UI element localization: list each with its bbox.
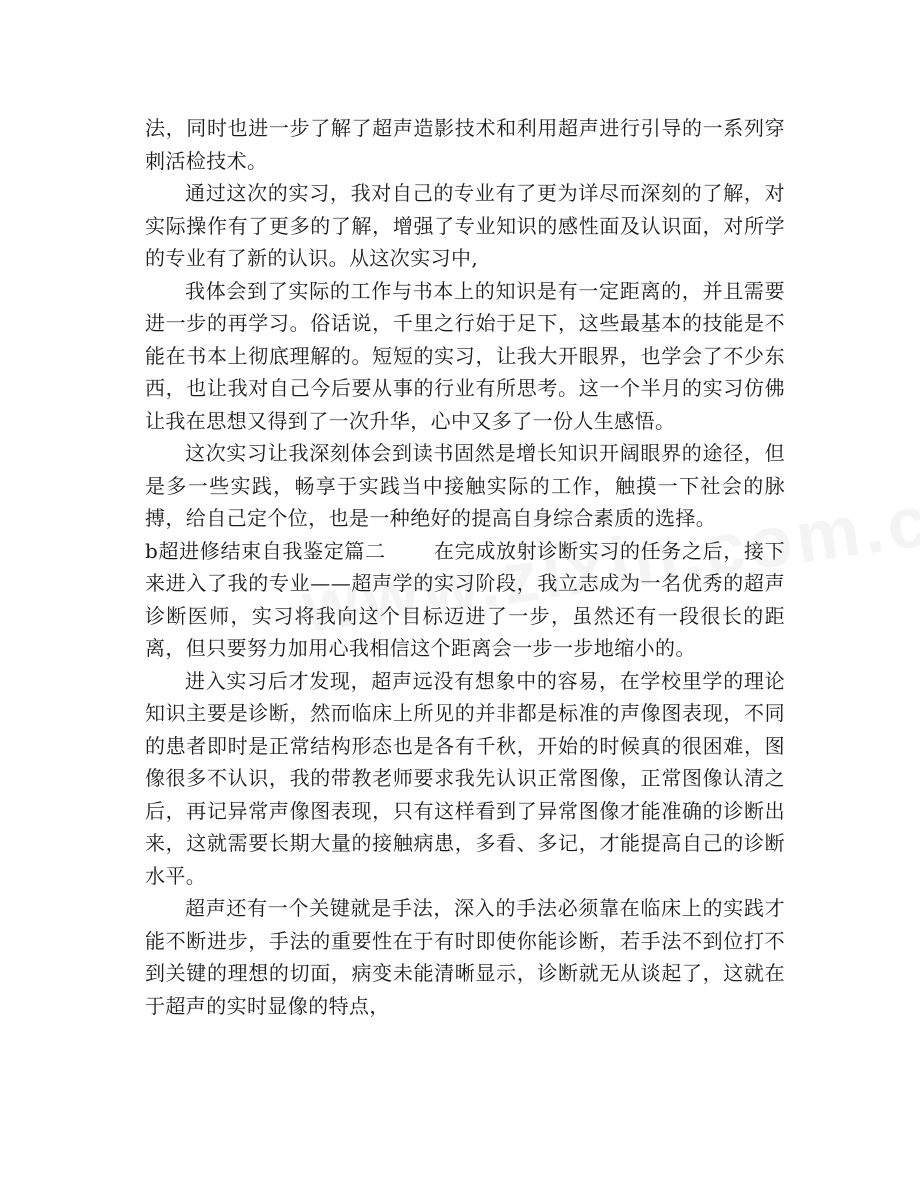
paragraph-4: 这次实习让我深刻体会到读书固然是增长知识开阔眼界的途径，但是多一些实践，畅享于实践当中接触实际的工作，触摸一下社会的脉搏，给自己定个位，也是一种绝好的提高自身综合素质的选择。 xyxy=(145,441,785,530)
section-paragraph xyxy=(145,535,785,665)
paragraph-1: 法，同时也进一步了解了超声造影技术和利用超声进行引导的一系列穿刺活检技术。 xyxy=(145,116,785,173)
document-body xyxy=(145,112,785,1022)
section-title: b超进修结束自我鉴定篇二 xyxy=(145,538,386,563)
paragraph-2: 通过这次的实习，我对自己的专业有了更为详尽而深刻的了解，对实际操作有了更多的了解，增强了专业知识的感性面及认识面，对所学的专业有了新的认识。从这次实习中, xyxy=(145,181,785,270)
section-intro-text: 在完成放射诊断实习的任务之后，接下来进入了我的专业——超声学的实习阶段，我立志成为一名优秀的超声诊断医师，实习将我向这个目标迈进了一步，虽然还有一段很长的距离，但只要努力加用心我相信这个距离会一步一步地缩小的。 xyxy=(145,538,785,660)
paragraph-6: 超声还有一个关键就是手法，深入的手法必须靠在临床上的实践才能不断进步，手法的重要性在于有时即使你能诊断，若手法不到位打不到关键的理想的切面，病变未能清晰显示，诊断就无从谈起了，这就在于超声的实时显像的特点， xyxy=(145,896,785,1018)
paragraph-5: 进入实习后才发现，超声远没有想象中的容易，在学校里学的理论知识主要是诊断，然而临床上所见的并非都是标准的声像图表现，不同的患者即时是正常结构形态也是各有千秋，开始的时候真的很困难，图像很多不认识，我的带教老师要求我先认识正常图像，正常图像认清之后，再记异常声像图表现，只有这样看到了异常图像才能准确的诊断出来，这就需要长期大量的接触病患，多看、多记，才能提高自己的诊断水平。 xyxy=(145,668,785,888)
paragraph-3: 我体会到了实际的工作与书本上的知识是有一定距离的，并且需要进一步的再学习。俗话说，千里之行始于足下，这些最基本的技能是不能在书本上彻底理解的。短短的实习，让我大开眼界，也学会了不少东西，也让我对自己今后要从事的行业有所思考。这一个半月的实习仿佛让我在思想又得到了一次升华，心中又多了一份人生感悟。 xyxy=(145,278,785,433)
